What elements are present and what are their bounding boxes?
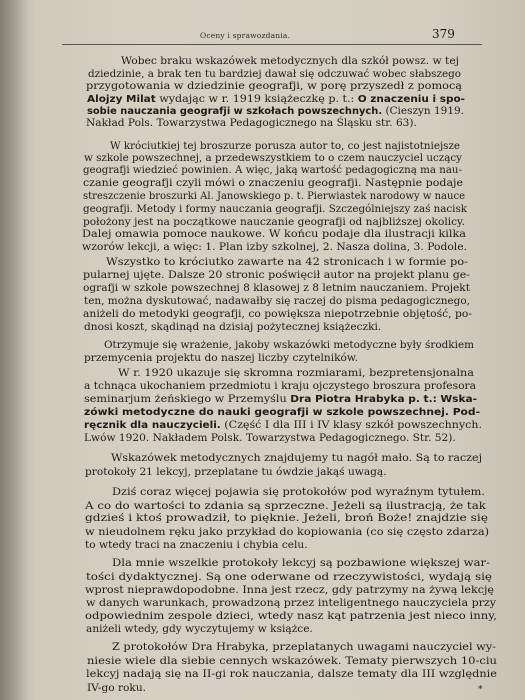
text-segment: Wszystko to króciutko zawarte na 42 stronicach i w formie po- [106, 256, 468, 268]
text-line [83, 268, 470, 282]
text-segment: dziedzinie, a brak ten tu bardziej dawał się odczuwać wobec słabszego [88, 68, 461, 80]
text-line [121, 54, 459, 68]
text-segment: odpowiednim zespole dzieci, wtedy nasz kąt patrzenia jest nieco inny, [85, 610, 497, 622]
text-segment: geografji. Metody i formy nauczania geografji. Szczególniejszy zaś nacisk [83, 203, 467, 215]
text-segment: (Cieszyn 1919. [382, 105, 465, 117]
text-segment: W króciutkiej tej broszurze porusza autor to, co jest najistotniejsze [110, 140, 460, 152]
text-line [82, 227, 466, 241]
text-segment: protokoły 21 lekcyj, przeplatane tu ówdzie jakąś uwagą. [85, 466, 387, 478]
text-line [83, 163, 462, 177]
text-segment: aniżeli do metodyki geografji, co powiększa niepotrzebnie objętość, po- [83, 308, 473, 320]
text-segment: to wtedy traci na znaczeniu i chybia celu. [85, 539, 308, 551]
bold-segment: ręcznik dla nauczycieli. [84, 420, 221, 431]
text-line [82, 240, 467, 254]
text-line [83, 281, 470, 295]
text-segment: w danych warunkach, prowadzoną przez inteligentnego nauczyciela przy [86, 597, 496, 609]
text-segment: Wskazówek metodycznych znajdujemy tu nagół mało. Są to raczej [111, 452, 483, 464]
text-line [104, 338, 474, 352]
text-line [106, 255, 468, 269]
text-segment: A co do wartości to zdania są sprzeczne. Jeżeli są ilustracją, że tak [85, 500, 486, 512]
text-segment: W r. 1920 ukazuje się skromna rozmiarami, bezpretensjonalna [118, 367, 475, 379]
text-segment: wprost nieprawdopodobne. Inna jest rzecz, gdy patrzymy na żywą lekcję [85, 584, 494, 596]
text-line [118, 366, 474, 380]
bold-segment: Alojzy Milat [87, 94, 156, 105]
bold-segment: zówki metodyczne do nauki geografji w szkole powszechnej. Pod- [84, 407, 481, 418]
bold-segment: Dra Piotra Hrabyka p. t.: Wska- [290, 394, 478, 405]
text-line [84, 294, 470, 308]
text-line [87, 654, 497, 668]
text-segment: w nieudolnem ręku jako przykład do kopiowania (co się często zdarza) [85, 526, 489, 538]
text-segment: (Część I dla III i IV klasy szkół powszechnych. [220, 419, 483, 431]
text-line [86, 116, 417, 130]
text-segment: seminarjum żeńskiego w Przemyślu [84, 393, 291, 405]
text-segment: pularnej ujęte. Dalsze 20 stronic poświęcił autor na projekt planu ge- [83, 269, 470, 281]
text-segment: Dziś coraz więcej pojawia się protokołów pod wyraźnym tytułem. [112, 486, 485, 498]
bold-segment: sobie nauczania geografji w szkołach powszechnych. [87, 106, 383, 117]
text-segment: wzorów lekcji, a więc: 1. Plan izby szkolnej, 2. Nasza dolina, 3. Podole. [82, 241, 467, 253]
text-segment: wydając w r. 1919 książeczkę p. t.: [155, 93, 358, 105]
text-line [85, 465, 387, 479]
text-line [85, 538, 308, 552]
text-line [85, 511, 488, 525]
text-segment: dnosi koszt, skądinąd na dzisiaj pożytecznej książeczki. [84, 321, 382, 333]
text-segment: lekcyj nadają się na II-gi rok nauczania, dalsze tematy dla III względnie [86, 668, 497, 680]
text-segment: przygotowania w dziedzinie geografji, w porę przyszedł z pomocą [86, 80, 463, 92]
text-line [84, 431, 456, 445]
text-line [87, 681, 146, 695]
text-line [83, 176, 463, 190]
text-segment: Lwów 1920. Nakładem Polsk. Towarzystwa Pedagogicznego. Str. 52). [84, 432, 456, 444]
text-segment: Dla mnie wszelkie protokoły lekcyj są pozbawione większej war- [112, 557, 490, 569]
text-segment: Nakład Pols. Towarzystwa Pedagogicznego na Śląsku str. 63). [86, 117, 417, 129]
text-line [111, 451, 482, 465]
text-line [83, 202, 467, 216]
text-line [112, 556, 490, 570]
text-line [86, 596, 496, 610]
text-segment: Otrzymuje się wrażenie, jakoby wskazówki metodyczne były środkiem [104, 339, 474, 351]
text-line [84, 320, 381, 334]
page-number: 379 [432, 27, 455, 41]
text-segment: położony jest na początkowe nauczanie geografji od najbliższej okolicy. [83, 216, 465, 228]
text-segment: czanie geografji czyli mówi o znaczeniu geografji. Następnie podaje [83, 177, 464, 189]
text-segment: niesie wiele dla siebie cennych wskazówek. Tematy pierwszych 10-ciu [87, 655, 497, 667]
text-segment: ografji w szkole powszechnej 8 klasowej z 8 letnim nauczaniem. Projekt [83, 282, 471, 294]
text-line [112, 640, 496, 654]
text-segment: tości dydaktycznej. Są one oderwane od rzeczywistości, wydają się [86, 571, 493, 583]
text-line [86, 622, 313, 636]
text-segment: Wobec braku wskazówek metodycznych dla szkół powsz. w tej [121, 55, 460, 67]
text-line [83, 189, 465, 203]
text-segment: streszczenie broszurki Al. Janowskiego p. t. Pierwiastek narodowy w nauce [83, 190, 465, 202]
text-line [85, 609, 497, 623]
text-segment: IV-go roku. [87, 682, 147, 694]
text-line [84, 379, 476, 393]
text-segment: Dalej omawia pomoce naukowe. W końcu podaje dla ilustracji kilka [82, 228, 467, 240]
text-segment: przemycenia projektu do naszej liczby czytelników. [84, 352, 359, 364]
text-line [112, 485, 485, 499]
text-line [86, 570, 492, 584]
text-line [83, 307, 472, 321]
text-segment: w szkole powszechnej, a przedewszystkiem to o czem nauczyciel uczący [84, 152, 463, 164]
text-segment: geografji wiedzieć powinien. A więc, jaką wartość pedagogiczną ma nau- [83, 164, 462, 176]
footer-mark: * [478, 685, 483, 695]
text-line [86, 667, 497, 681]
text-segment: aniżeli wtedy, gdy wyczytujemy w książce. [86, 623, 313, 635]
bold-segment: O znaczeniu i spo- [357, 94, 465, 105]
text-line [84, 351, 358, 365]
text-line [85, 583, 494, 597]
text-segment: gdzieś i ktoś prowadził, to pięknie. Jeżeli, broń Boże! znajdzie się [85, 512, 488, 524]
text-line [86, 79, 462, 93]
running-header: Oceny i sprawozdania. [200, 31, 291, 40]
text-segment: a tchnąca ukochaniem przedmiotu i kraju ojczystego broszura profesora [84, 380, 477, 392]
text-segment: Z protokołów Dra Hrabyka, przeplatanych uwagami nauczyciel wy- [112, 641, 496, 653]
text-line [85, 525, 489, 539]
text-segment: ten, można dyskutować, nadawałby się raczej do pisma pedagogicznego, [84, 295, 470, 307]
